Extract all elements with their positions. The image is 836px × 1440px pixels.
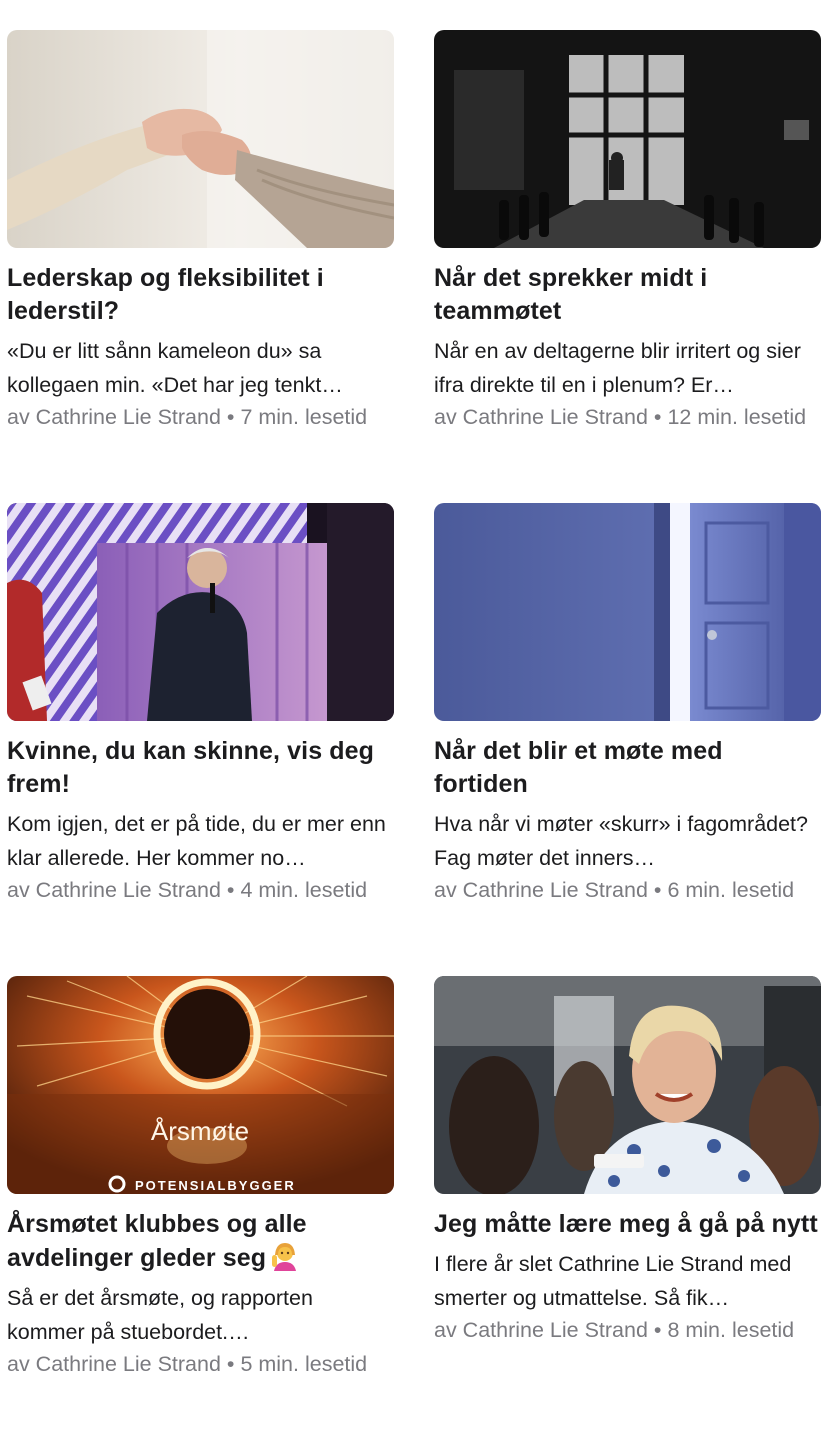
article-title[interactable]: Når det blir et møte med fortiden: [434, 737, 723, 798]
article-title[interactable]: Kvinne, du kan skinne, vis deg frem!: [7, 737, 374, 798]
article-title[interactable]: Når det sprekker midt i teammøtet: [434, 264, 708, 325]
article-excerpt: Kom igjen, det er på tide, du er mer enn klar allerede. Her kommer no…: [7, 812, 386, 870]
article-thumbnail-smiling-woman[interactable]: [434, 976, 821, 1194]
article-meta: [434, 876, 821, 905]
article-author: av Cathrine Lie Strand: [434, 405, 648, 429]
article-meta: [434, 403, 821, 432]
article-title[interactable]: Jeg måtte lære meg å gå på nytt: [434, 1210, 818, 1238]
article-meta: [7, 1350, 394, 1379]
article-card[interactable]: [7, 503, 394, 905]
article-title[interactable]: Lederskap og fleksibilitet i lederstil?: [7, 264, 324, 325]
article-card[interactable]: [434, 30, 821, 432]
meta-separator: •: [226, 1352, 235, 1376]
article-read-time: 4 min. lesetid: [240, 878, 368, 902]
article-author: av Cathrine Lie Strand: [7, 405, 221, 429]
article-thumbnail-meeting-room[interactable]: [434, 30, 821, 248]
article-author: av Cathrine Lie Strand: [434, 1318, 648, 1342]
article-read-time: 6 min. lesetid: [667, 878, 795, 902]
article-author: av Cathrine Lie Strand: [434, 878, 648, 902]
article-excerpt: Når en av deltagerne blir irritert og sier ifra direkte til en i plenum? Er…: [434, 339, 801, 397]
article-excerpt: Så er det årsmøte, og rapporten kommer på stuebordet.…: [7, 1286, 313, 1344]
article-thumbnail-stage-speaker[interactable]: [7, 503, 394, 721]
meta-separator: •: [226, 405, 235, 429]
article-thumbnail-handshake[interactable]: [7, 30, 394, 248]
article-read-time: 5 min. lesetid: [240, 1352, 368, 1376]
article-excerpt: Hva når vi møter «skurr» i fagområdet? Fag møter det inners…: [434, 812, 808, 870]
article-meta: [7, 403, 394, 432]
meta-separator: •: [653, 878, 662, 902]
image-brand: POTENSIALBYGGER: [135, 1178, 296, 1193]
article-author: av Cathrine Lie Strand: [7, 878, 221, 902]
article-card[interactable]: [7, 30, 394, 432]
article-read-time: 8 min. lesetid: [667, 1318, 795, 1342]
article-author: av Cathrine Lie Strand: [7, 1352, 221, 1376]
article-meta: [7, 876, 394, 905]
article-meta: [434, 1316, 821, 1345]
article-excerpt: «Du er litt sånn kameleon du» sa kollegaen min. «Det har jeg tenkt…: [7, 339, 343, 397]
woman-raising-hand-emoji-icon: [270, 1241, 300, 1271]
article-read-time: 12 min. lesetid: [667, 405, 807, 429]
article-read-time: 7 min. lesetid: [240, 405, 368, 429]
article-title-text: Årsmøtet klubbes og alle avdelinger gleder seg: [7, 1210, 307, 1272]
article-card[interactable]: [434, 503, 821, 905]
article-thumbnail-blue-door[interactable]: [434, 503, 821, 721]
image-caption: Årsmøte: [150, 1116, 250, 1146]
meta-separator: •: [653, 405, 662, 429]
article-excerpt: I flere år slet Cathrine Lie Strand med smerter og utmattelse. Så fik…: [434, 1252, 792, 1310]
article-card[interactable]: [434, 976, 821, 1345]
article-title[interactable]: [7, 1208, 394, 1275]
article-thumbnail-fire-ring[interactable]: [7, 976, 394, 1194]
article-card[interactable]: [7, 976, 394, 1379]
meta-separator: •: [653, 1318, 662, 1342]
meta-separator: •: [226, 878, 235, 902]
